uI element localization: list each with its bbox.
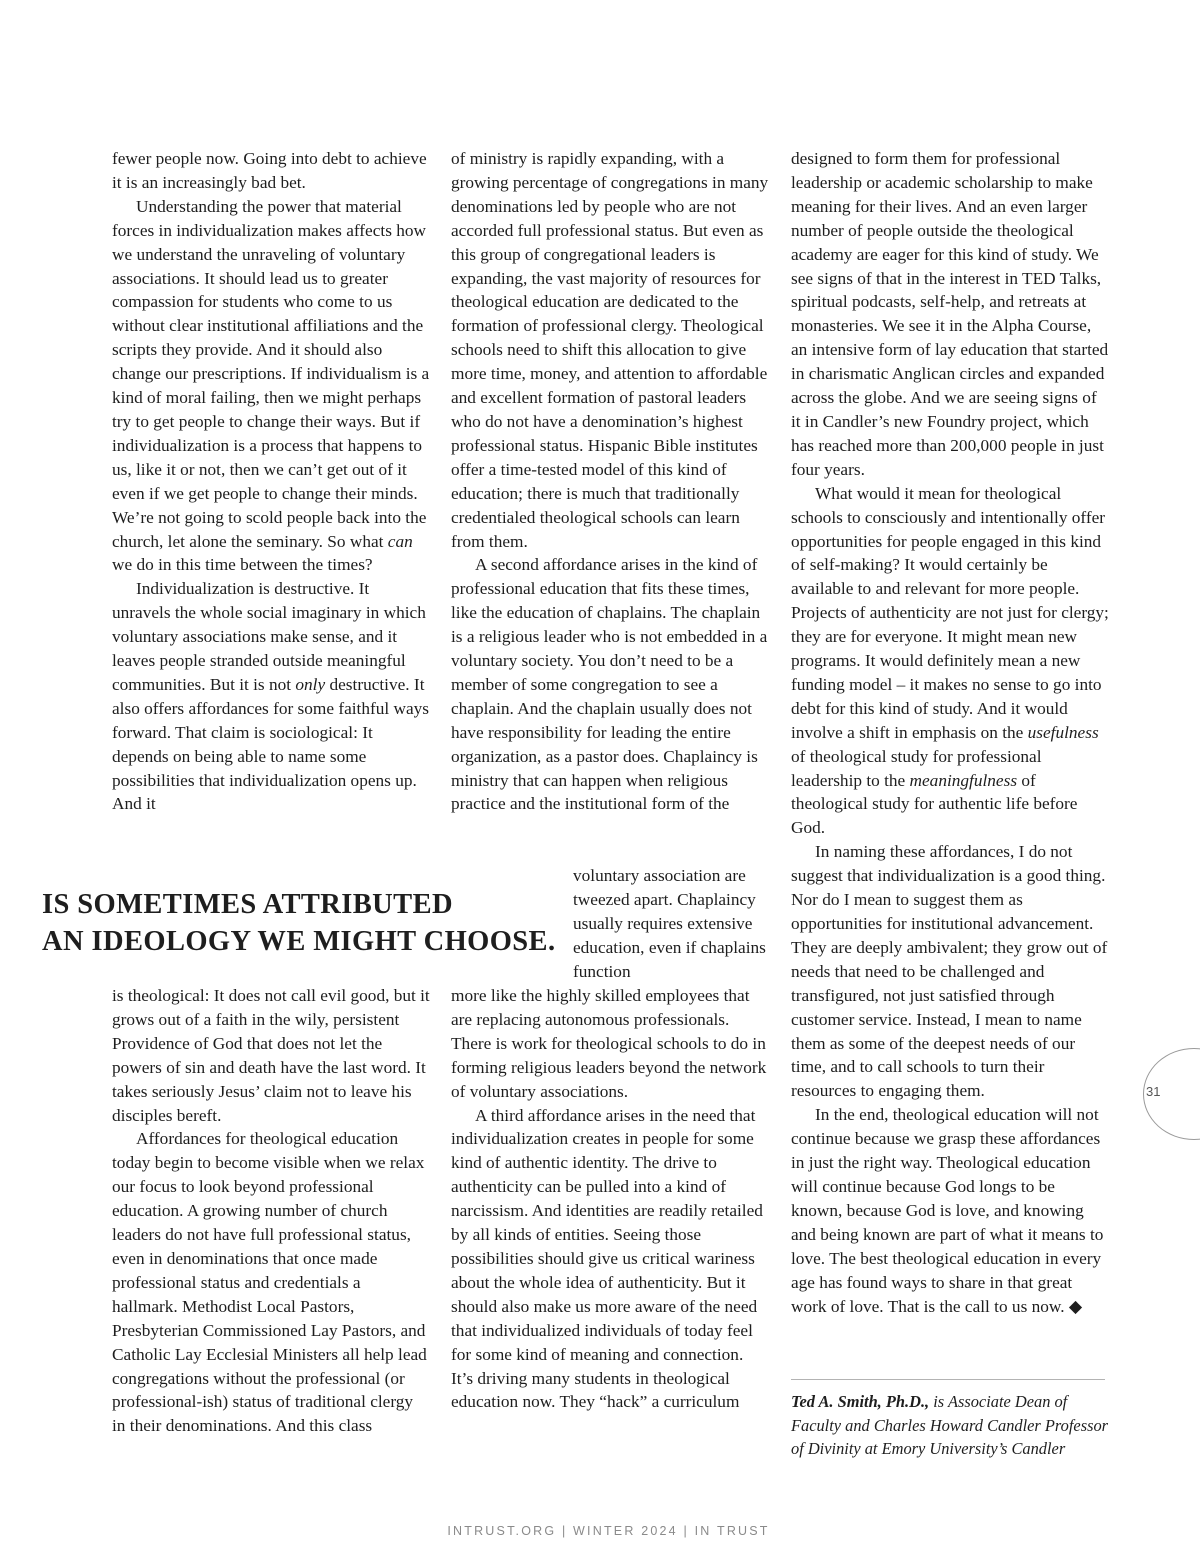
- paragraph: of ministry is rapidly expanding, with a growing percentage of congregations in many denominations led by people who are not accorded full professional status. But even as this group of congregational leaders is expanding, the vast majority of resources for theological education are dedicated to the formation of professional clergy. Theological schools need to shift this allocation to give more time, money, and attention to affordable and excellent formation of pastoral leaders who do not have a denomination’s highest professional status. Hispanic Bible institutes offer a time-tested model of this kind of education; there is much that traditionally credentialed theological schools can learn from them.: [451, 149, 769, 551]
- paragraph: A second affordance arises in the kind of professional education that fits these times, like the education of chaplains. The chaplain is a religious leader who is not embedded in a voluntary society. You don’t need to be a member of some congregation to see a chaplain. And the chaplain usually does not have responsibility for leading the entire organization, as a pastor does. Chaplaincy is ministry that can happen when religious practice and the institutional form of the: [451, 555, 768, 814]
- paragraph: What would it mean for theological schools to consciously and intentionally offer opportunities for people engaged in this kind of self-making? It would certainly be available to and relevant for more people. Projects of authenticity are not just for clergy; they are for everyone. It might mean new programs. It would definitely mean a new funding model – it makes no sense to go into debt for this kind of study. And it would involve a shift in emphasis on the usefulness of theological study for professional leadership to the meaningfulness of theological study for authentic life before God.: [791, 483, 1109, 838]
- page-number: 31: [1146, 1084, 1161, 1099]
- pull-quote-line-2: AN IDEOLOGY WE MIGHT CHOOSE.: [42, 926, 556, 957]
- paragraph: fewer people now. Going into debt to achieve it is an increasingly bad bet.: [112, 149, 427, 192]
- paragraph: designed to form them for professional leadership or academic scholarship to make meaning for their lives. And an even larger number of people outside the theological academy are eager for this kind of study. We see signs of that in the interest in TED Talks, spiritual podcasts, self-help, and retreats at monasteries. We see it in the Alpha Course, an intensive form of lay education that started in charismatic Anglican circles and expanded across the globe. And we are seeing signs of it in Candler’s new Foundry project, which has reached more than 200,000 people in just four years.: [791, 149, 1109, 479]
- paragraph: Affordances for theological education today begin to become visible when we relax our focus to look beyond professional education. A growing number of church leaders do not have full professional status, even in denominations that once made professional status and credentials a hallmark. Methodist Local Pastors, Presbyterian Commissioned Lay Pastors, and Catholic Lay Ecclesial Ministers all help lead congregations without the professional (or professional-ish) status of traditional clergy in their denominations. And this class: [112, 1129, 427, 1436]
- column-1-bottom: [112, 984, 430, 1438]
- paragraph: more like the highly skilled employees that are replacing autonomous professionals. There is work for theological schools to do in forming religious leaders beyond the network of voluntary associations.: [451, 986, 767, 1101]
- column-3: [791, 147, 1109, 1318]
- pull-quote: [42, 886, 562, 960]
- paragraph: voluntary association are tweezed apart. Chaplaincy usually requires extensive education, even if chaplains function: [573, 866, 766, 981]
- bio-divider: [791, 1379, 1105, 1380]
- author-name: Ted A. Smith, Ph.D.,: [791, 1392, 930, 1411]
- column-2-top: [451, 147, 769, 816]
- paragraph: is theological: It does not call evil good, but it grows out of a faith in the wily, persistent Providence of God that does not let the powers of sin and death have the last word. It takes seriously Jesus’ claim not to leave his disciples bereft.: [112, 986, 430, 1125]
- pull-quote-line-1: IS SOMETIMES ATTRIBUTED: [42, 889, 453, 920]
- paragraph: In naming these affordances, I do not suggest that individualization is a good thing. Nor do I mean to suggest them as opportunities for institutional advancement. They are deeply ambivalent; they grow out of needs that need to be challenged and transfigured, not just satisfied through customer service. Instead, I mean to name them as some of the deepest needs of our time, and to call schools to turn their resources to engaging them.: [791, 842, 1108, 1101]
- paragraph: Understanding the power that material forces in individualization makes affects how we understand the unraveling of voluntary associations. It should lead us to greater compassion for students who come to us without clear institutional affiliations and the scripts they provide. And it should also change our prescriptions. If individualism is a kind of moral failing, then we might perhaps try to get people to change their ways. But if individualization is a process that happens to us, like it or not, then we can’t get out of it even if we get people to change their minds. We’re not going to scold people back into the church, let alone the seminary. So what can we do in this time between the times?: [112, 196, 430, 575]
- paragraph: A third affordance arises in the need that individualization creates in people for some kind of authentic identity. The drive to authenticity can be pulled into a kind of narcissism. And identities are readily retailed by all kinds of entities. Seeing those possibilities should give us critical wariness about the whole idea of authenticity. But it should also make us more aware of the need that individualized individuals of today feel for some kind of meaning and connection. It’s driving many students in theological education now. They “hack” a curriculum: [451, 1105, 763, 1412]
- page-footer: INTRUST.ORG | WINTER 2024 | IN TRUST: [447, 1524, 770, 1538]
- column-2-bottom: [451, 984, 769, 1414]
- column-1-top: [112, 147, 430, 816]
- author-bio: Ted A. Smith, Ph.D., is Associate Dean of Faculty and Charles Howard Candler Professor of Divinity at Emory University’s Candler: [791, 1392, 1109, 1458]
- paragraph: In the end, theological education will not continue because we grasp these affordances in just the right way. Theological education will continue because God longs to be known, because God is love, and knowing and being known are part of what it means to love. The best theological education in every age has found ways to share in that great work of love. That is the call to us now. ◆: [791, 1105, 1104, 1316]
- end-diamond-icon: ◆: [1064, 1296, 1083, 1316]
- paragraph: Individualization is destructive. It unravels the whole social imaginary in which voluntary associations make sense, and it leaves people stranded outside meaningful communities. But it is not only destructive. It also offers affordances for some faithful ways forward. That claim is sociological: It depends on being able to name some possibilities that individualization opens up. And it: [112, 579, 430, 814]
